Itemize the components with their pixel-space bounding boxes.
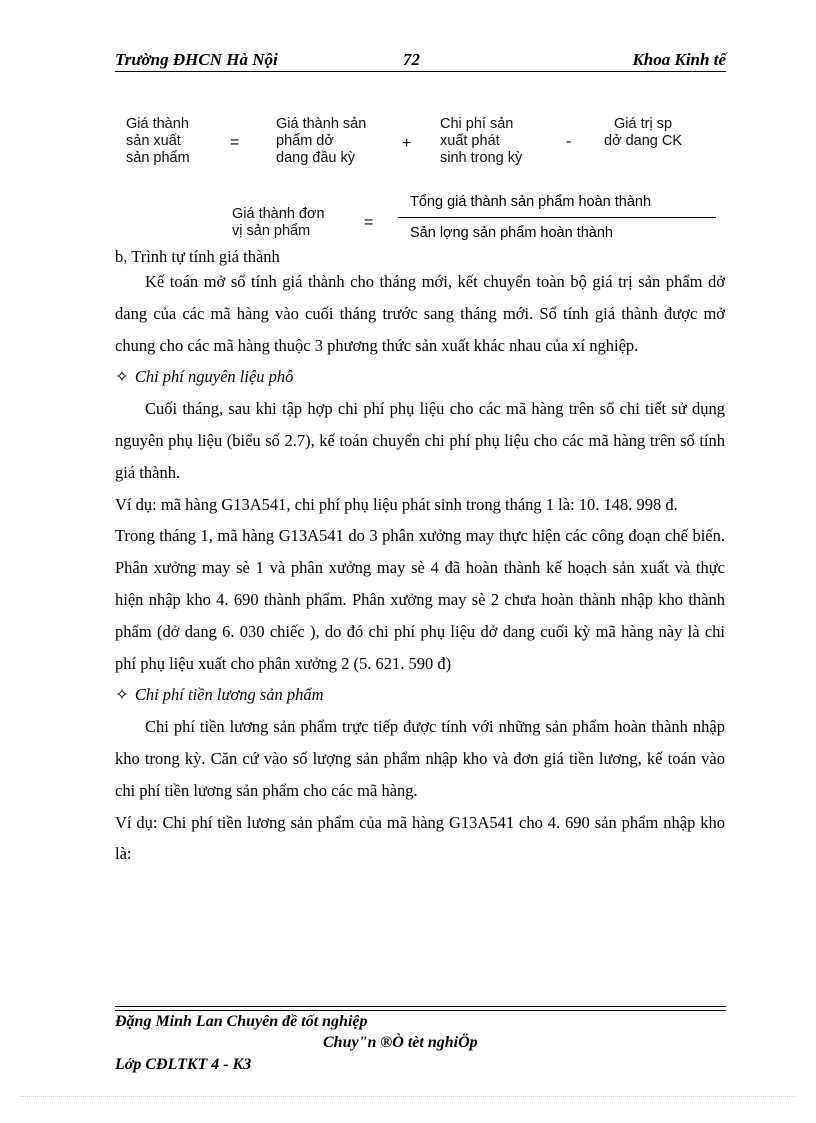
formula1-period-costs: Chi phí sản xuất phát sinh trong kỳ — [440, 116, 523, 166]
fraction-bar — [398, 217, 716, 218]
footer-divider — [115, 1006, 726, 1007]
star-bullet-icon: ✧ — [115, 685, 129, 705]
formula1-lhs: Giá thành sản xuất sản phẩm — [126, 116, 190, 166]
formula1-closing-wip: Giá trị sp dở dang CK — [604, 116, 683, 149]
footer-garbled-title: Chuy"n ®Ò tèt nghiÖp — [323, 1034, 478, 1051]
paragraph: Kế toán mở sổ tính giá thành cho tháng mới, kết chuyển toàn bộ giá trị sản phẩm dở dang của các mã hàng vào cuối tháng trước sang tháng mới. Sổ tính giá thành được mở chung cho các mã hàng thuộc 3 phương thức sản xuất khác nhau của xí nghiệp. — [115, 272, 725, 355]
header-faculty: Khoa Kinh tế — [632, 50, 726, 69]
body-text — [115, 248, 725, 870]
footer-divider-inner — [115, 1010, 726, 1011]
formula2-lhs: Giá thành đơn vị sản phẩm — [232, 206, 325, 239]
bullet-heading: ✧ Chi phí tiền lương sản phẩm — [115, 685, 324, 705]
formula2-denominator: Sản lợng sản phẩm hoàn thành — [410, 225, 613, 241]
page-edge-dots — [20, 1096, 796, 1097]
section-heading: b, Trình tự tính giá thành — [115, 247, 280, 266]
formula2-equals: = — [364, 214, 374, 231]
formula1-opening-wip: Giá thành sản phẩm dở dang đầu kỳ — [276, 116, 367, 166]
formula1-equals: = — [230, 134, 240, 151]
paragraph: Trong tháng 1, mã hàng G13A541 do 3 phân xưởng may thực hiện các công đoạn chế biến. Phân xưởng may sè 1 và phân xưởng may sè 4 đã hoàn thành kế hoạch sản xuất và thực hiện nhập kho 4. 690 thành phẩm. Phân xưởng may sè 2 chưa hoàn thành nhập kho thành phẩm (dở dang 6. 030 chiếc ), do đó chi phí phụ liệu dở dang cuối kỳ mã hàng này là chi phí phụ liệu xuất cho phân xưởng 2 (5. 621. 590 đ) — [115, 526, 725, 673]
formula1-minus: - — [566, 133, 572, 150]
header-school: Trường ĐHCN Hà Nội — [115, 50, 278, 69]
footer-class: Lớp CĐLTKT 4 - K3 — [115, 1056, 252, 1073]
paragraph: Cuối tháng, sau khi tập hợp chi phí phụ liệu cho các mã hàng trên sổ chi tiết sử dụng nguyên phụ liệu (biểu số 2.7), kế toán chuyển chi phí phụ liệu cho các mã hàng trên sổ tính giá thành. — [115, 399, 725, 482]
paragraph: Ví dụ: Chi phí tiền lương sản phẩm của mã hàng G13A541 cho 4. 690 sản phẩm nhập kho là: — [115, 812, 725, 864]
header-divider — [115, 71, 726, 72]
paragraph: Ví dụ: mã hàng G13A541, chi phí phụ liệu phát sinh trong tháng 1 là: 10. 148. 998 đ. — [115, 494, 678, 514]
bullet-heading: ✧ Chi phí nguyên liệu phô — [115, 367, 294, 387]
star-bullet-icon: ✧ — [115, 367, 129, 387]
paragraph: Chi phí tiền lương sản phẩm trực tiếp được tính với những sản phẩm hoàn thành nhập kho trong kỳ. Căn cứ vào số lượng sản phẩm nhập kho và đơn giá tiền lương, kế toán vào chi phí tiền lương sản phẩm cho các mã hàng. — [115, 717, 725, 800]
page-number: 72 — [403, 50, 420, 69]
page-header — [115, 50, 726, 72]
formula1-plus: + — [402, 135, 412, 152]
footer-author: Đặng Minh Lan Chuyên đề tốt nghiệp — [115, 1013, 368, 1030]
formula2-numerator: Tổng giá thành sản phẩm hoàn thành — [410, 194, 652, 210]
